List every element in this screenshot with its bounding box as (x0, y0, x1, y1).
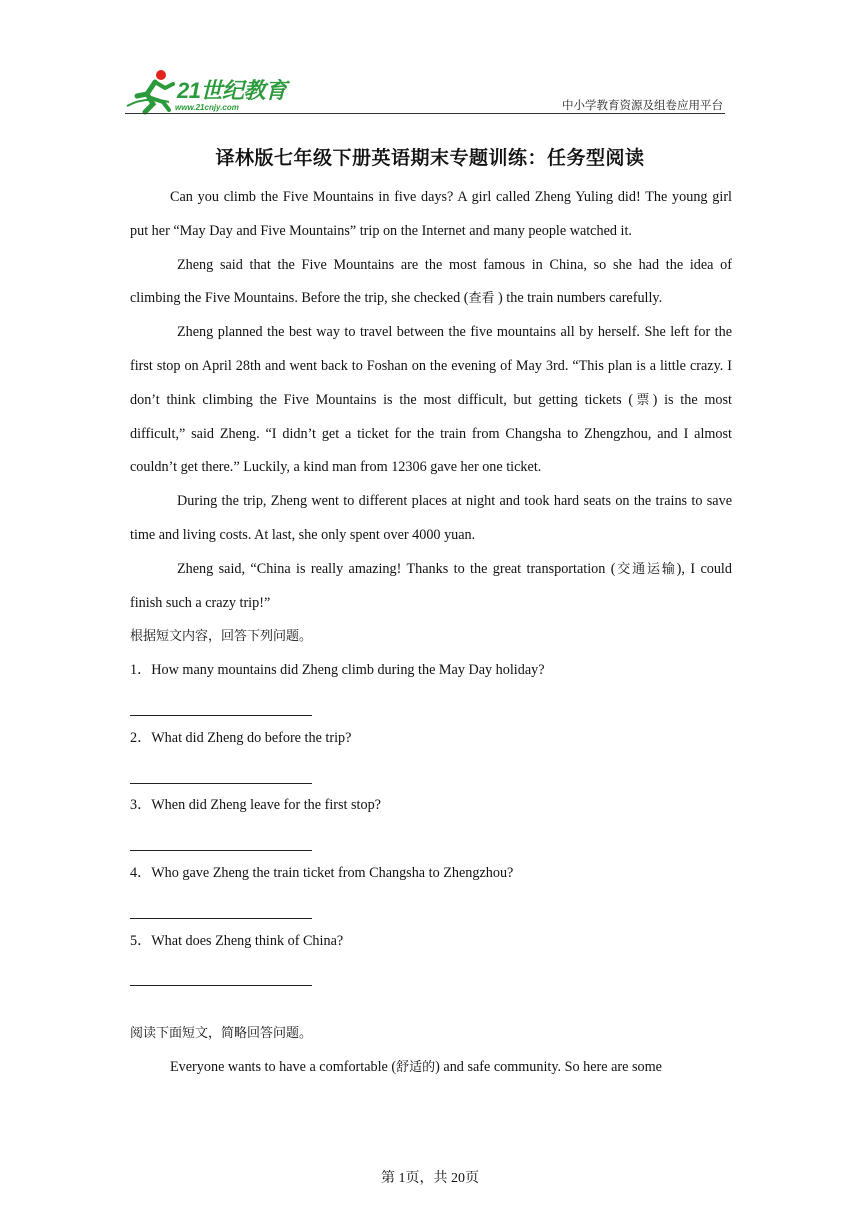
question-2: 2．What did Zheng do before the trip? (130, 729, 352, 746)
answer-line-2[interactable] (130, 756, 732, 790)
page-footer: 第 1页，共 20页 (381, 1171, 479, 1186)
answer-line-1[interactable] (130, 688, 732, 722)
passage1-paragraph-4: During the trip, Zheng went to different places at night and took hard seats on the trains to save time and living costs. At last, she only spent over 4000 yuan. (130, 493, 732, 543)
passage1-paragraph-3 (130, 316, 732, 485)
text-run: ) is the most difficult,” said Zheng. “I didn’t get a ticket for the train from Changsha to Zhengzhou, and I almost couldn’t get there.” Luckily, a kind man from 12306 gave her one ticket. (130, 391, 732, 476)
passage1-paragraph-5 (130, 553, 732, 621)
page-header (125, 66, 725, 118)
instruction-1: 根据短文内容，回答下列问题。 (130, 629, 313, 645)
chinese-gloss: 舒适的 (396, 1059, 436, 1075)
logo-text: 21世纪教育 (177, 78, 287, 103)
text-run: Everyone wants to have a comfortable ( (170, 1058, 397, 1075)
question-4: 4．Who gave Zheng the train ticket from Changsha to Zhengzhou? (130, 864, 514, 881)
passage2-paragraph-1 (130, 1051, 732, 1085)
passage1-paragraph-1: Can you climb the Five Mountains in five days? A girl called Zheng Yuling did! The young girl put her “May Day and Five Mountains” trip on the Internet and many people watched it. (130, 189, 732, 239)
text-run: Zheng said, “China is really amazing! Thanks to the great transportation ( (177, 560, 616, 577)
instruction-2: 阅读下面短文，简略回答问题。 (130, 1026, 313, 1042)
answer-line-4[interactable] (130, 891, 732, 925)
document-body (130, 181, 732, 1085)
passage1-paragraph-2 (130, 249, 732, 317)
answer-line-3[interactable] (130, 823, 732, 857)
chinese-gloss: 交通运输 (615, 561, 677, 577)
answer-line-5[interactable] (130, 958, 732, 992)
header-divider (125, 113, 725, 114)
text-run: Zheng said that the Five Mountains are the most famous in China, so she had the idea of climbing the Five Mountains. Before the trip, she checked ( (130, 256, 732, 307)
text-run: ), I could finish such a crazy trip!” (130, 560, 732, 611)
text-run: ) and safe community. So here are some (435, 1058, 662, 1075)
site-logo[interactable] (125, 66, 295, 116)
chinese-gloss: 查看 (468, 291, 495, 307)
section-gap (130, 992, 732, 1017)
logo-url: www.21cnjy.com (175, 103, 239, 112)
platform-tagline: 中小学教育资源及组卷应用平台 (562, 98, 723, 112)
question-5: 5．What does Zheng think of China? (130, 932, 344, 949)
question-3: 3．When did Zheng leave for the first stop? (130, 797, 381, 814)
question-1: 1．How many mountains did Zheng climb during the May Day holiday? (130, 662, 545, 679)
chinese-gloss: 票 (633, 392, 653, 408)
document-title: 译林版七年级下册英语期末专题训练：任务型阅读 (215, 147, 645, 169)
text-run: ) the train numbers carefully. (494, 290, 663, 307)
text-run: Zheng planned the best way to travel between the five mountains all by herself. She left for the first stop on April 28th and went back to Foshan on the evening of May 3rd. “This plan is a little crazy. I don’t think climbing the Five Mountains is the most difficult, but getting tickets ( (130, 324, 732, 408)
